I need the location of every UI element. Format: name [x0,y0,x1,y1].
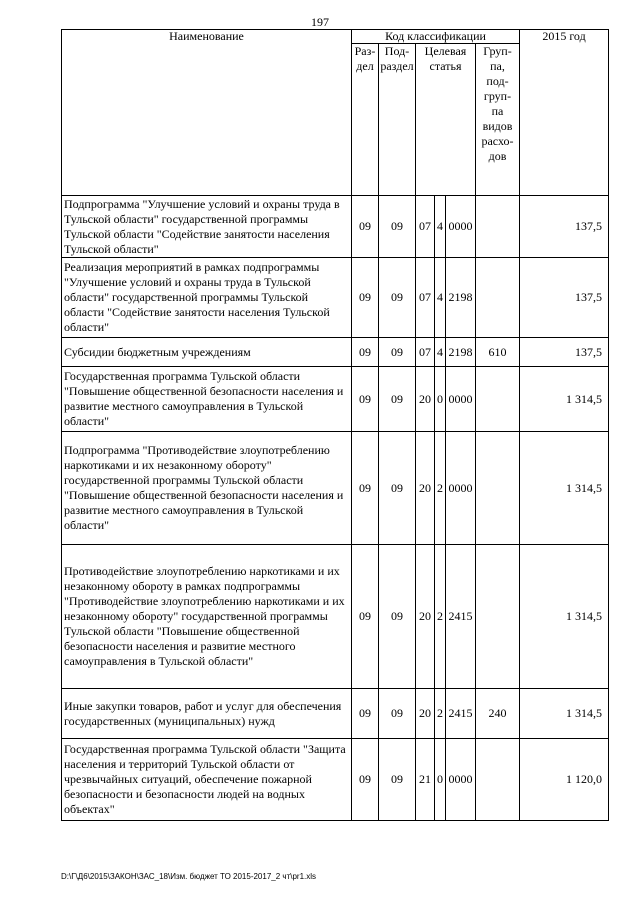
row-direction-code: 2198 [446,338,476,367]
row-expense-type: 610 [476,338,520,367]
row-subsection: 09 [379,739,416,821]
header-line: па [491,104,504,118]
row-direction-code: 0000 [446,367,476,432]
header-name: Наименование [62,30,352,196]
header-line: Груп- [483,44,512,58]
row-program-code: 20 [416,545,435,689]
row-direction-code: 2415 [446,545,476,689]
row-expense-type [476,367,520,432]
header-line: дел [356,59,374,73]
header-line: статья [429,59,462,73]
footer-file-path: D:\Г\Д6\2015\ЗАКОН\ЗАС_18\Изм. бюджет ТО 2015-2017_2 чт\pr1.xls [61,872,317,881]
row-subprogram-code: 0 [435,367,446,432]
row-direction-code: 0000 [446,196,476,258]
header-expense-group [476,44,520,196]
row-subsection: 09 [379,367,416,432]
row-amount: 1 314,5 [520,545,609,689]
row-subsection: 09 [379,432,416,545]
header-line: под- [486,74,509,88]
row-name: Подпрограмма "Улучшение условий и охраны труда в Тульской области" государственной программы Тульской области "Содействие занятости населения Тульской области" [62,196,352,258]
row-program-code: 20 [416,432,435,545]
row-subprogram-code: 2 [435,689,446,739]
header-target-item [416,44,476,196]
row-expense-type [476,196,520,258]
row-amount: 1 314,5 [520,689,609,739]
table-row [62,338,609,367]
page-number: 197 [311,15,329,29]
row-program-code: 21 [416,739,435,821]
row-direction-code: 0000 [446,739,476,821]
budget-table [61,29,609,821]
row-program-code: 20 [416,689,435,739]
row-expense-type [476,545,520,689]
row-subsection: 09 [379,196,416,258]
row-subprogram-code: 0 [435,739,446,821]
header-line: дов [488,149,507,163]
row-subsection: 09 [379,338,416,367]
row-program-code: 07 [416,196,435,258]
row-expense-type [476,258,520,338]
row-section: 09 [352,196,379,258]
table-row [62,689,609,739]
row-subsection: 09 [379,689,416,739]
row-subprogram-code: 4 [435,196,446,258]
row-expense-type: 240 [476,689,520,739]
header-line: видов [482,119,513,133]
header-subsection [379,44,416,196]
header-line: Под- [384,44,410,58]
row-subprogram-code: 2 [435,545,446,689]
row-section: 09 [352,338,379,367]
table-row [62,196,609,258]
row-section: 09 [352,739,379,821]
row-program-code: 20 [416,367,435,432]
table-row [62,545,609,689]
row-section: 09 [352,545,379,689]
row-subsection: 09 [379,258,416,338]
row-name: Государственная программа Тульской области "Повышение общественной безопасности населения и развитие местного самоуправления в Тульской области" [62,367,352,432]
row-expense-type [476,739,520,821]
row-amount: 1 120,0 [520,739,609,821]
row-name: Подпрограмма "Противодействие злоупотреблению наркотиками и их незаконному обороту" государственной программы Тульской области "Повышение общественной безопасности населения и развитие местного самоуправления в Тульской области" [62,432,352,545]
table-row [62,739,609,821]
header-line: па, [490,59,505,73]
row-amount: 1 314,5 [520,367,609,432]
row-amount: 137,5 [520,338,609,367]
row-subprogram-code: 4 [435,338,446,367]
header-line: раздел [380,59,414,73]
header-year: 2015 год [520,30,609,196]
header-line: Раз- [354,44,376,58]
row-direction-code: 2415 [446,689,476,739]
row-direction-code: 2198 [446,258,476,338]
table-row [62,432,609,545]
row-amount: 137,5 [520,196,609,258]
header-line: Целевая [424,44,467,58]
row-section: 09 [352,689,379,739]
row-section: 09 [352,432,379,545]
row-expense-type [476,432,520,545]
header-section [352,44,379,196]
row-name: Реализация мероприятий в рамках подпрограммы "Улучшение условий и охраны труда в Тульской области" государственной программы Тульской области "Содействие занятости населения Тульской области" [62,258,352,338]
row-section: 09 [352,258,379,338]
row-program-code: 07 [416,338,435,367]
row-direction-code: 0000 [446,432,476,545]
row-subprogram-code: 2 [435,432,446,545]
row-name: Противодействие злоупотреблению наркотиками и их незаконному обороту в рамках подпрограммы "Противодействие злоупотреблению наркотиками и их незаконному обороту" государственной программы Тульской области "Повышение общественной безопасности населения и развитие местного самоуправления в Тульской области" [62,545,352,689]
row-name: Иные закупки товаров, работ и услуг для обеспечения государственных (муниципальных) нужд [62,689,352,739]
row-amount: 1 314,5 [520,432,609,545]
row-amount: 137,5 [520,258,609,338]
row-subprogram-code: 4 [435,258,446,338]
table-row [62,367,609,432]
row-name: Субсидии бюджетным учреждениям [62,338,352,367]
header-classification-code: Код классификации [352,30,520,44]
header-line: расхо- [481,134,514,148]
row-subsection: 09 [379,545,416,689]
header-line: груп- [483,89,512,103]
table-row [62,258,609,338]
row-program-code: 07 [416,258,435,338]
row-section: 09 [352,367,379,432]
row-name: Государственная программа Тульской области "Защита населения и территорий Тульской области от чрезвычайных ситуаций, обеспечение пожарной безопасности и безопасности людей на водных объектах" [62,739,352,821]
